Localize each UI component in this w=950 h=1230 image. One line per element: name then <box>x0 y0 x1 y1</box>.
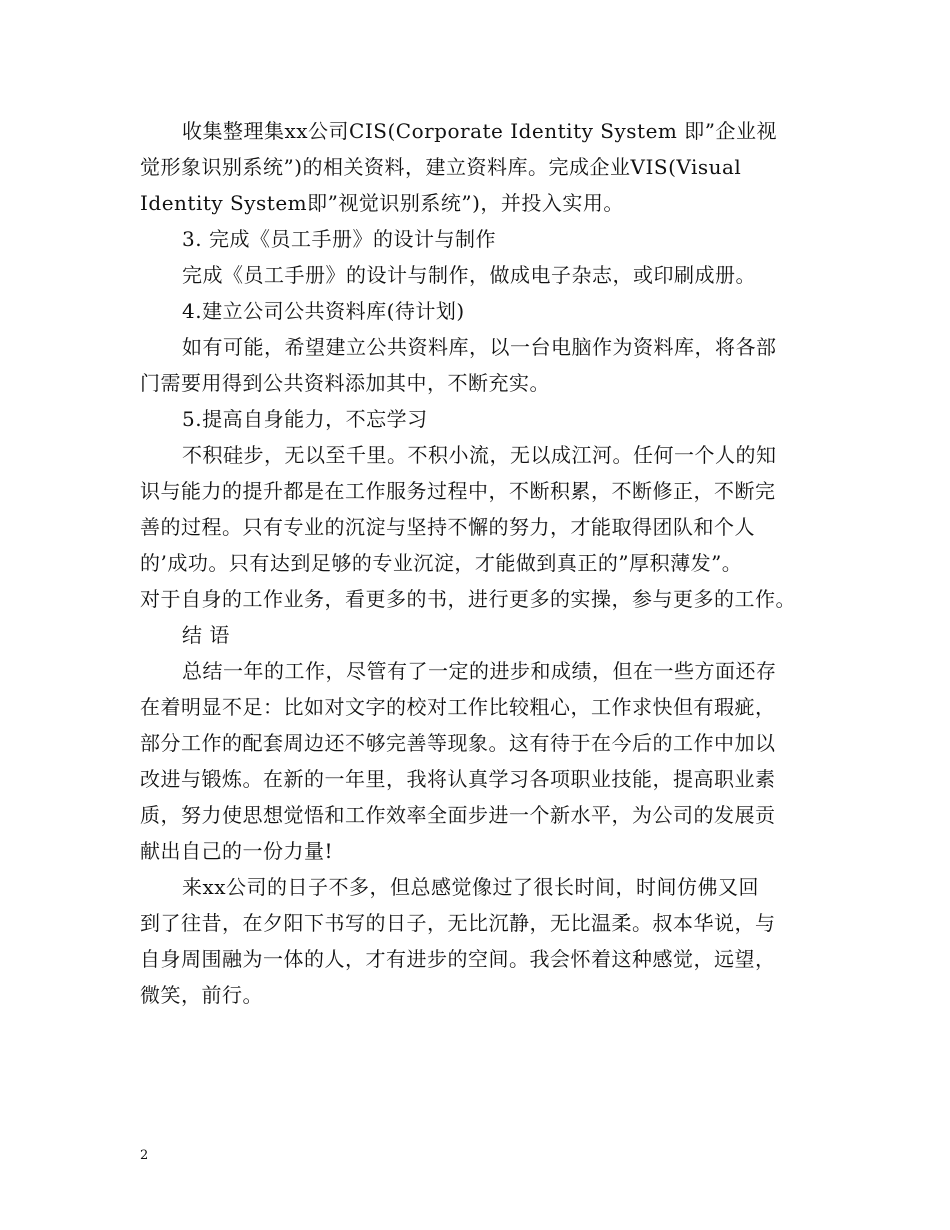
heading-employee-handbook: 3. 完成《员工手册》的设计与制作 <box>182 227 496 251</box>
heading-self-improvement: 5.提高自身能力，不忘学习 <box>182 407 428 431</box>
paragraph-public-database: 如有可能，希望建立公共资料库，以一台电脑作为资料库，将各部 门需要用得到公共资料添加其中，不断充实。 <box>140 335 777 395</box>
paragraph-employee-handbook: 完成《员工手册》的设计与制作，做成电子杂志，或印刷成册。 <box>182 263 756 287</box>
heading-public-database: 4.建立公司公共资料库(待计划) <box>182 299 465 323</box>
heading-conclusion: 结 语 <box>182 623 230 647</box>
paragraph-closing: 来xx公司的日子不多，但总感觉像过了很长时间，时间仿佛又回 到了往昔，在夕阳下书写的日子，无比沉静，无比温柔。叔本华说，与 自身周围融为一体的人，才有进步的空间。我会怀着这种感觉，远望， 微笑，前行。 <box>140 875 776 1007</box>
page-number: 2 <box>140 1148 149 1163</box>
paragraph-self-improvement: 不积硅步，无以至千里。不积小流，无以成江河。任何一个人的知 识与能力的提升都是在工作服务过程中，不断积累，不断修正，不断完 善的过程。只有专业的沉淀与坚持不懈的努力，才能取得团队和个人 的’成功。只有达到足够的专业沉淀，才能做到真正的”厚积薄发”。 对于自身的工作业务，看更多的书，进行更多的实操，参与更多的工作。 <box>140 443 796 611</box>
document-body <box>140 113 820 1013</box>
paragraph-conclusion: 总结一年的工作，尽管有了一定的进步和成绩，但在一些方面还存 在着明显不足：比如对文字的校对工作比较粗心，工作求快但有瑕疵， 部分工作的配套周边还不够完善等现象。这有待于在今后的工作中加以 改进与锻炼。在新的一年里，我将认真学习各项职业技能，提高职业素 质，努力使思想觉悟和工作效率全面步进一个新水平，为公司的发展贡 献出自己的一份力量! <box>140 659 777 863</box>
paragraph-cis-intro: 收集整理集xx公司CIS(Corporate Identity System 即”企业视 觉形象识别系统”)的相关资料，建立资料库。完成企业VIS(Visual Identity System即”视觉识别系统”)，并投入实用。 <box>140 119 777 215</box>
